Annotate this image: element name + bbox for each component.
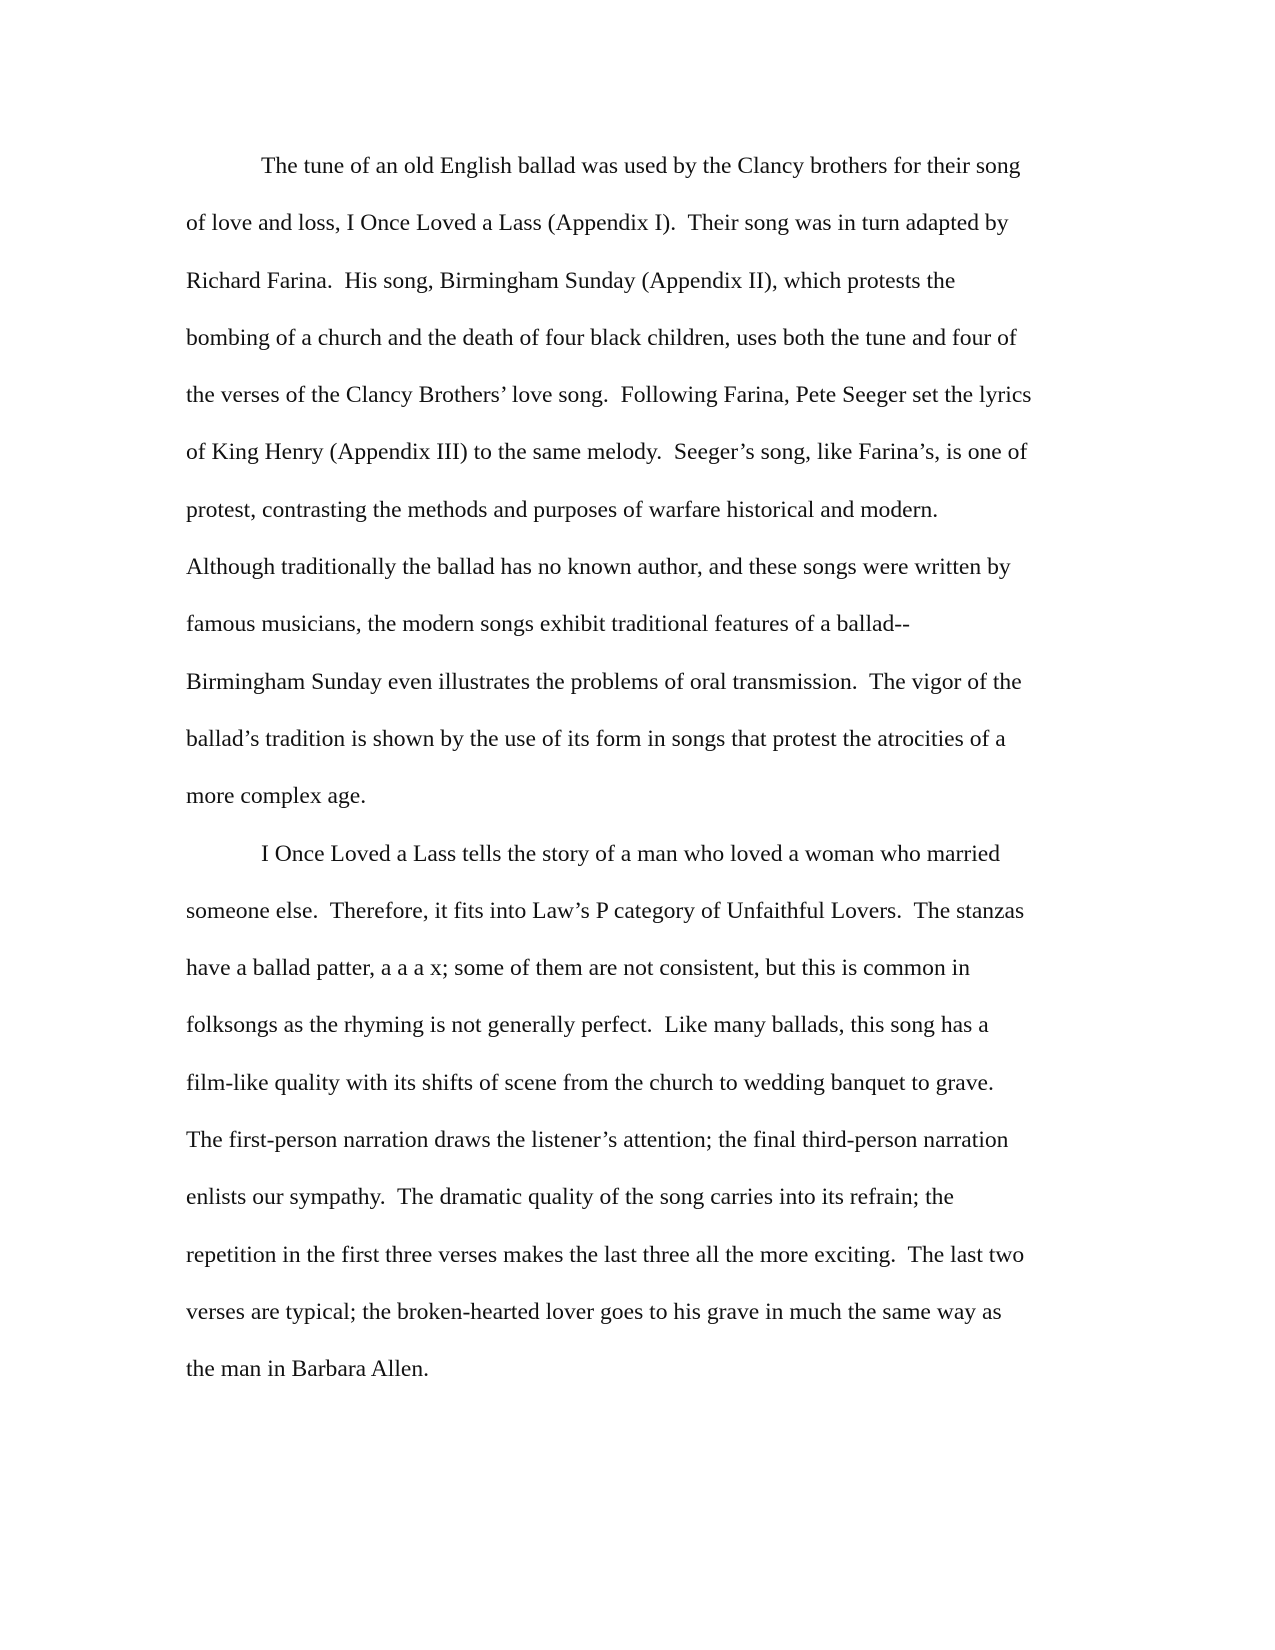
text-line: Richard Farina. His song, Birmingham Sunday (Appendix II), which protests the xyxy=(186,267,956,294)
text-line: enlists our sympathy. The dramatic quality of the song carries into its refrain; the xyxy=(186,1184,954,1211)
text-line: the verses of the Clancy Brothers’ love song. Following Farina, Pete Seeger set the lyrics xyxy=(186,382,1032,409)
text-line: of love and loss, I Once Loved a Lass (Appendix I). Their song was in turn adapted by xyxy=(186,210,1009,237)
text-line: I Once Loved a Lass tells the story of a man who loved a woman who married xyxy=(261,840,1001,867)
text-line: of King Henry (Appendix III) to the same melody. Seeger’s song, like Farina’s, is one of xyxy=(186,439,1028,466)
text-line: the man in Barbara Allen. xyxy=(186,1356,430,1383)
text-line: verses are typical; the broken-hearted lover goes to his grave in much the same way as xyxy=(186,1298,1002,1325)
text-line: The first-person narration draws the listener’s attention; the final third-person narration xyxy=(186,1127,1009,1154)
text-line: famous musicians, the modern songs exhibit traditional features of a ballad-- xyxy=(186,611,910,638)
text-line: have a ballad patter, a a a x; some of them are not consistent, but this is common in xyxy=(186,955,970,982)
text-line: repetition in the first three verses makes the last three all the more exciting. The last two xyxy=(186,1241,1025,1268)
body-text xyxy=(186,138,1086,1399)
paragraph-1 xyxy=(186,138,1086,826)
text-line: film-like quality with its shifts of scene from the church to wedding banquet to grave. xyxy=(186,1069,994,1096)
text-line: Although traditionally the ballad has no known author, and these songs were written by xyxy=(186,554,1011,581)
text-line: ballad’s tradition is shown by the use of its form in songs that protest the atrocities of a xyxy=(186,725,1006,752)
text-line: more complex age. xyxy=(186,783,367,810)
text-line: bombing of a church and the death of four black children, uses both the tune and four of xyxy=(186,324,1017,351)
text-line: Birmingham Sunday even illustrates the problems of oral transmission. The vigor of the xyxy=(186,668,1022,695)
text-line: folksongs as the rhyming is not generally perfect. Like many ballads, this song has a xyxy=(186,1012,989,1039)
text-line: someone else. Therefore, it fits into Law’s P category of Unfaithful Lovers. The stanzas xyxy=(186,897,1025,924)
paragraph-2 xyxy=(186,826,1086,1399)
text-line: protest, contrasting the methods and purposes of warfare historical and modern. xyxy=(186,496,939,523)
text-line: The tune of an old English ballad was used by the Clancy brothers for their song xyxy=(261,153,1021,179)
